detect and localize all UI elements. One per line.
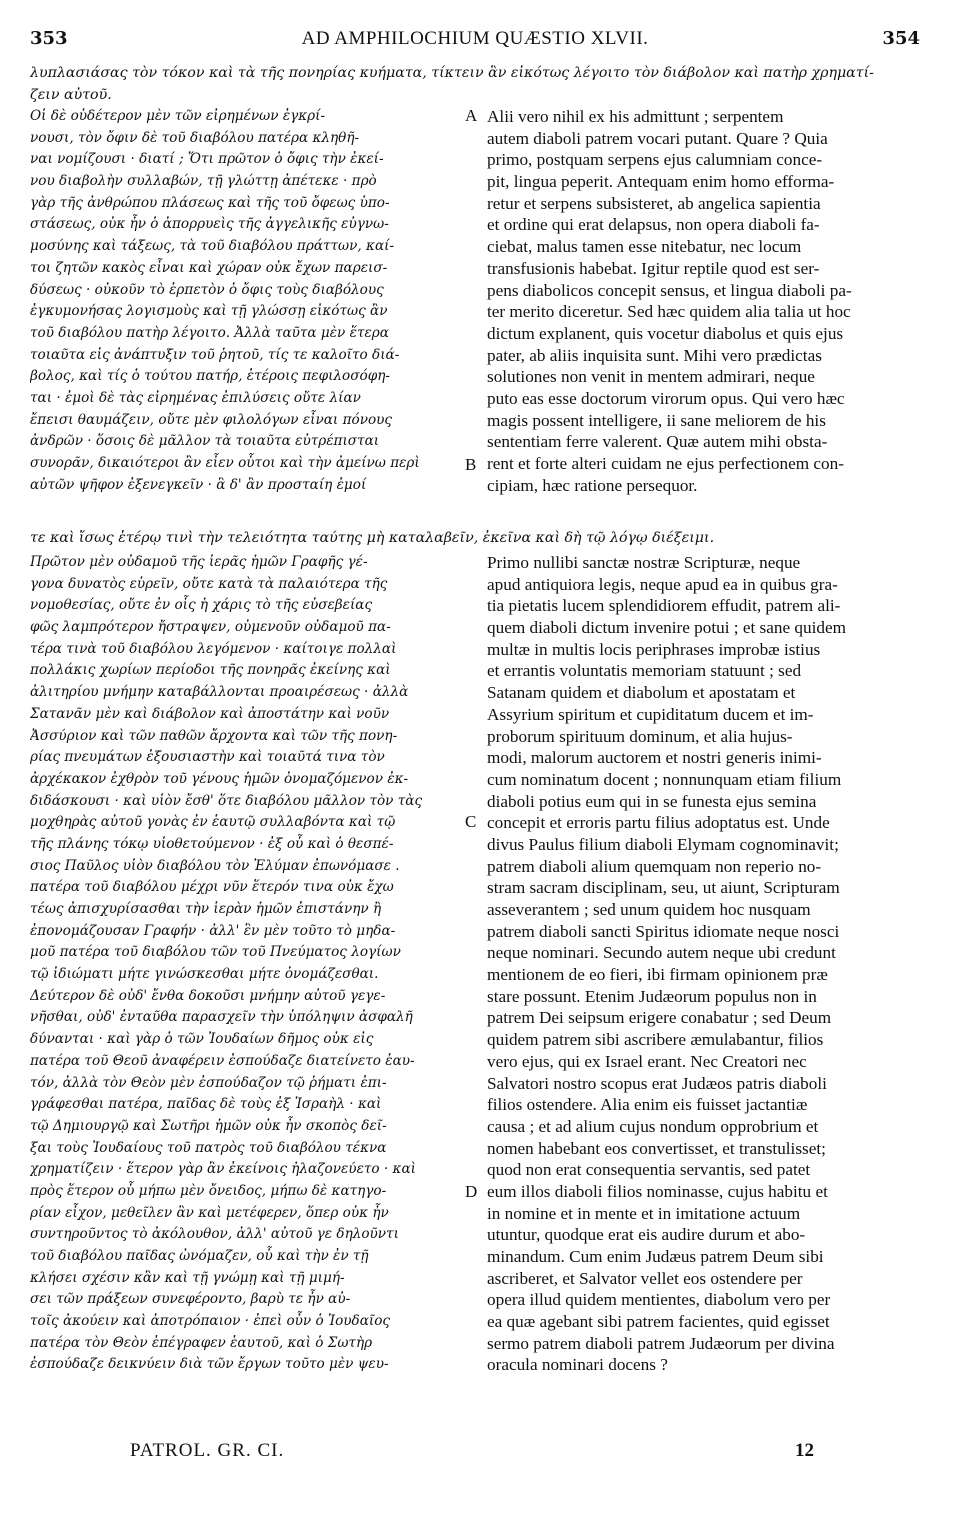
latin-text-line: opera illud quidem mentientes, diabolum vero per (487, 1290, 831, 1310)
latin-text-line: patrem diaboli alium quemquam non reperio no- (487, 856, 822, 876)
top-greek-line-2: ζειν αὐτοῦ. (30, 87, 112, 103)
greek-text-line: κλήσει σχέσιν κἂν καὶ τῇ γνώμῃ καὶ τῇ μιμή- (30, 1269, 345, 1286)
latin-text-line: causa ; et ad alium cujus nondum opprobrium et (487, 1116, 819, 1136)
latin-text-line: stram sacram disciplinam, seu, ut aiunt, Scripturam (487, 878, 840, 898)
greek-text-line: συνορᾶν, δικαιότεροι ἂν εἶεν οὗτοι καὶ τὴν ἀμείνω περὶ (30, 455, 420, 471)
greek-text-line: βολος, καὶ τίς ὁ τούτου πατήρ, ἑτέροις πεφιλοσόφη- (30, 368, 390, 385)
greek-text-line: τῷ Δημιουργῷ καὶ Σωτῆρι ἡμῶν οὐκ ἦν σκοπὸς δεῖ- (30, 1117, 387, 1134)
latin-text-line: in nomine et in mente et in imitatione actuum (487, 1203, 801, 1223)
latin-text-line: rent et forte alteri cuidam ne ejus perfectionem con- (487, 454, 844, 473)
latin-text-line: ter merito diceretur. Sed hæc quidem alia talia ut hoc (487, 302, 851, 322)
greek-text-line: νομοθεσίας, οὔτε ἐν οἷς ἡ χάρις τὸ τῆς εὐσεβείας (30, 597, 373, 614)
latin-text-line: magis possent intelligere, ii sane meliorem de his (487, 410, 826, 430)
greek-text-line: στάσεως, οὐκ ἦν ὁ ἀπορρυεὶς τῆς ἀγγελικῆς εὐγνω- (30, 216, 389, 233)
latin-text-line: ciebat, malus tamen esse nitebatur, nec locum (487, 237, 802, 257)
greek-text-line: ἀνδρῶν · ὅσοις δὲ μᾶλλον τὰ τοιαῦτα εὐτρέπισται (30, 433, 380, 450)
footer-signature-number: 12 (795, 1440, 814, 1461)
greek-text-line: τῷ ἰδιώματι μήτε γινώσκεσθαι μήτε ὀνομάζεσθαι. (30, 966, 379, 983)
latin-text-line: autem diaboli patrem vocari putant. Quare ? Quia (487, 128, 828, 148)
latin-text-line: Primo nullibi sanctæ nostræ Scripturæ, neque (487, 553, 801, 572)
latin-text-line: cum nominatum docent ; nonnunquam etiam filium (487, 769, 842, 789)
greek-text-line: τοῖς ἀκούειν καὶ ἀποτρόπαιον · ἐπεὶ οὖν ὁ Ἰουδαῖος (30, 1313, 391, 1330)
greek-text-line: Δεύτερον δὲ οὐδ' ἔνθα δοκοῦσι μνήμην αὐτοῦ γεγε- (30, 987, 386, 1004)
greek-text-line: αὐτῶν ψῆφον ἐξενεγκεῖν · ἃ δ' ἂν προσταίη ἐμοί (30, 476, 367, 493)
greek-text-line: τέρα τινὰ τοῦ διαβόλου λεγόμενον · καίτοιγε πολλαὶ (30, 640, 397, 657)
greek-text-line: ἀλιτηρίου μνήμην καταβάλλονται προαιρέσεως · ἀλλὰ (30, 684, 409, 701)
greek-text-line: πολλάκις χωρίων περίοδοι τῆς πονηρᾶς ἐκείνης καὶ (30, 662, 391, 679)
greek-text-line: Ἀσσύριον καὶ τῶν παθῶν ἄρχοντα καὶ τῶν τῆς πονη- (30, 727, 398, 744)
latin-text-line: stare possunt. Etenim Judæorum populus non in (487, 986, 817, 1006)
greek-text-line: τοῦ διαβόλου πατὴρ λέγοιτο. Ἀλλὰ ταῦτα μὲν ἕτερα (30, 324, 389, 341)
latin-text-line: filios ostendere. Alia enim eis fuisset jactantiæ (487, 1095, 808, 1115)
greek-text-line: ρίαν εἶχον, μεθεῖλεν ἂν καὶ μετέφερεν, ὅπερ οὐκ ἦν (30, 1204, 389, 1221)
latin-text-line: pit, lingua peperit. Antequam enim homo efforma- (487, 172, 835, 192)
latin-text-line: pens diabolicos concepit sensus, et lingua diaboli pa- (487, 280, 852, 300)
latin-text-line: concepit et erroris partu filius adoptatus est. Unde (487, 813, 830, 833)
latin-text-line: asseverantem ; sed unum quidem hoc nusquam (487, 900, 811, 919)
top-greek-line-1: λυπλασιάσας τὸν τόκον καὶ τὰ τῆς πονηρίας κυήματα, τίκτειν ἂν εἰκότως λέγοιτο τὸν διάβολον καὶ πατὴρ χρηματί- (30, 65, 874, 81)
greek-text-line: μοῦ πατέρα τοῦ διαβόλου τῶν τοῦ Πνεύματος λογίων (30, 944, 401, 961)
greek-text-line: δύνανται · καὶ γὰρ ὁ τῶν Ἰουδαίων δῆμος οὐκ εἰς (30, 1031, 374, 1048)
greek-text-line: συντηροῦντος τὸ ἀκόλουθον, ἀλλ' αὐτοῦ γε δηλοῦντι (30, 1226, 399, 1243)
latin-text-line: multæ in multis locis periphrases improbæ istius (487, 639, 821, 659)
greek-text-line: ξαι τοὺς Ἰουδαίους τοῦ πατρὸς τοῦ διαβόλου τέκνα (30, 1139, 387, 1156)
greek-text-line: πατέρα τοῦ Θεοῦ ἀναφέρειν ἐσπούδαζε διατείνετο ἑαυ- (30, 1052, 415, 1069)
running-title: AD AMPHILOCHIUM QUÆSTIO XLVII. (301, 28, 649, 49)
greek-text-line: ἐσπούδαζε δεικνύειν διὰ τῶν ἔργων τοῦτο μὲν ψευ- (30, 1356, 389, 1373)
latin-text-line: patrem Dei seipsum erigere conabatur ; sed Deum (487, 1008, 832, 1028)
greek-text-line: Πρῶτον μὲν οὐδαμοῦ τῆς ἱερᾶς ἡμῶν Γραφῆς γέ- (30, 554, 368, 570)
latin-text-line: puto eas esse doctorum virorum opus. Qui vero hæc (487, 388, 845, 408)
greek-text-line: φῶς λαμπρότερον ἤστραψεν, οὐμενοῦν οὐδαμοῦ πα- (30, 619, 391, 636)
greek-text-line: μοσύνης καὶ τάξεως, τὰ τοῦ διαβόλου πράττων, καί- (30, 238, 395, 255)
latin-text-line: quidem patrem sibi ascribere æmulabantur, filios (487, 1030, 824, 1050)
greek-text-line: νουσι, τὸν ὄφιν δὲ τοῦ διαβόλου πατέρα κληθῆ- (30, 129, 360, 146)
latin-text-line: solutiones non venit in mentem admirari, neque (487, 367, 815, 387)
latin-text-line: Satanam quidem et diabolum et apostatam et (487, 683, 796, 703)
greek-text-line: σιος Παῦλος υἱὸν διαβόλου τὸν Ἐλύμαν ἐπωνόμασε . (30, 857, 400, 874)
latin-text-line: nomen habebant eos convertisset, et transtulisset; (487, 1138, 826, 1158)
greek-text-line: γονα δυνατὸς εὑρεῖν, οὔτε κατὰ τὰ παλαιότερα τῆς (30, 575, 388, 592)
latin-text-line: oracula nominari docens ? (487, 1355, 668, 1375)
latin-text-line: minandum. Cum enim Judæus patrem Deum sibi (487, 1247, 824, 1266)
latin-text-line: apud antiquiora legis, neque apud ea in quibus gra- (487, 574, 838, 594)
greek-text-line: Σατανᾶν μὲν καὶ διάβολον καὶ ἀποστάτην καὶ νοῦν (30, 705, 390, 722)
greek-text-line: τοιαῦτα εἰς ἀνάπτυξιν τοῦ ῥητοῦ, τίς τε καλοῖτο διά- (30, 346, 400, 363)
greek-text-line: χρηματίζειν · ἕτερον γὰρ ἂν ἐκείνοις ἠλαζονεύετο · καὶ (30, 1161, 416, 1178)
latin-text-line: utuntur, quodque erat eis audire durum et abo- (487, 1225, 806, 1245)
greek-text-line: ται · ἐμοὶ δὲ τὰς εἰρημένας ἐπιλύσεις οὔτε λίαν (30, 389, 361, 406)
latin-text-line: primo, postquam serpens ejus calumniam conce- (487, 150, 823, 170)
greek-column-block-2 (30, 552, 460, 1376)
greek-text-line: νῆσθαι, οὐδ' ἐνταῦθα παρασχεῖν τὴν ὑπόληψιν ἀσφαλῆ (30, 1009, 413, 1026)
middle-greek-line: τε καὶ ἴσως ἑτέρῳ τινὶ τὴν τελειότητα ταύτης μὴ καταλαβεῖν, ἐκεῖνα καὶ δὴ τῷ λόγῳ διέξειμι. (30, 530, 715, 546)
latin-text-line: mentionem de eo fieri, ibi firmam opinionem præ (487, 965, 828, 985)
latin-text-line: eum illos diaboli filios nominasse, cujus habitu et (487, 1181, 828, 1201)
latin-text-line: diaboli potius eum qui in se funesta ejus semina (487, 791, 817, 811)
latin-text-line: divus Paulus filium diaboli Elymam cognominavit; (487, 834, 839, 854)
greek-text-line: τέως ἀπισχυρίσασθαι τὴν ἱερὰν ἡμῶν ἐπιστάνην ἢ (30, 901, 382, 917)
margin-marker-b: B (465, 455, 477, 474)
latin-column-block-1 (487, 106, 922, 496)
latin-text-line: Salvatori nostro scopus erat Judæos patris diaboli (487, 1073, 827, 1093)
greek-text-line: διδάσκουσι · καὶ υἱὸν ἔσθ' ὅτε διαβόλου μᾶλλον τὸν τὰς (30, 792, 423, 809)
latin-text-line: modi, malorum auctorem et nostri generis inimi- (487, 748, 822, 768)
greek-text-line: γράφεσθαι πατέρα, παῖδας δὲ τοὺς ἐξ Ἰσραὴλ · καὶ (30, 1096, 382, 1113)
latin-text-line: quem diaboli dictum invenire potui ; et sane quidem (487, 618, 846, 638)
greek-text-line: ρίας πνευμάτων ἐξουσιαστὴν καὶ τοιαῦτά τινα τὸν (30, 749, 385, 766)
latin-text-line: neque nominari. Secundo autem neque ubi credunt (487, 943, 836, 963)
greek-text-line: τοι ζητῶν κακὸς εἶναι καὶ χώραν οὐκ ἔχων παρεισ- (30, 259, 388, 276)
left-page-number: 353 (30, 28, 68, 49)
margin-marker-a: A (465, 106, 478, 125)
right-page-number: 354 (882, 28, 920, 49)
margin-marker-d: D (465, 1182, 478, 1201)
latin-text-line: Assyrium spiritum et cupiditatum ducem et im- (487, 704, 814, 724)
latin-text-line: ascriberet, et Salvator vellet eos ostendere per (487, 1268, 803, 1288)
footer-volume-label: PATROL. GR. CI. (130, 1440, 285, 1461)
greek-text-line: πατέρα τοῦ διαβόλου μέχρι νῦν ἕτερόν τινα οὐκ ἔχω (30, 879, 394, 896)
greek-text-line: σει τῶν πράξεων συνεφέροντο, βαρὺ τε ἦν αὐ- (30, 1291, 351, 1308)
latin-text-line: transfusionis habebat. Igitur reptile quod est ser- (487, 258, 820, 278)
latin-text-line: Alii vero nihil ex his admittunt ; serpentem (487, 107, 784, 126)
latin-text-line: pater, ab aliis inquisita sunt. Mihi vero prædictas (487, 345, 822, 365)
greek-text-line: ἐπονομάζουσαν Γραφήν · ἀλλ' ἓν μὲν τοῦτο τὸ μηδα- (30, 922, 396, 939)
latin-column-block-2 (487, 552, 922, 1376)
latin-text-line: dictum explanent, quis vocetur diabolus et quis ejus (487, 323, 844, 343)
greek-text-line: νου διαβολὴν συλλαβών, τῇ γλώττῃ ἀπέτεκε · πρὸ (30, 173, 377, 190)
greek-text-line: ἐγκυμονήσας λογισμοὺς καὶ τῇ γλώσσῃ εἰκότως ἂν (30, 303, 388, 320)
latin-text-line: et errantis voluntatis memoriam statuunt ; sed (487, 661, 802, 681)
latin-text-line: vero ejus, qui ex Israel erant. Nec Creatori nec (487, 1051, 807, 1071)
latin-text-line: tia pietatis lucem splendidiorem effudit, patrem ali- (487, 596, 841, 616)
latin-text-line: sententiam ferre valerent. Quæ autem mihi obsta- (487, 432, 828, 452)
greek-text-line: γὰρ τῆς ἀνθρώπου πλάσεως καὶ τῆς τοῦ ὄφεως ὑπο- (30, 194, 390, 211)
latin-text-line: quod non erat consequentia servantis, sed patet (487, 1160, 811, 1180)
greek-column-block-1 (30, 106, 460, 496)
greek-text-line: τόν, ἀλλὰ τὸν Θεὸν μὲν ἐσπούδαζον τῷ ῥήματι ἐπι- (30, 1074, 387, 1091)
latin-text-line: et ordine qui erat delapsus, non opera diaboli fa- (487, 215, 820, 235)
greek-text-line: Οἱ δὲ οὐδέτερον μὲν τῶν εἰρημένων ἐγκρί- (30, 108, 326, 124)
greek-text-line: τοῦ διαβόλου παῖδας ὠνόμαζεν, οὗ καὶ τὴν ἐν τῇ (30, 1248, 369, 1264)
latin-text-line: sermo patrem diaboli patrem Judæorum per divina (487, 1333, 835, 1353)
greek-text-line: ἔπεισι θαυμάζειν, οὔτε μὲν φιλολόγων εἶναι πόνους (30, 411, 393, 428)
latin-text-line: proborum spirituum dominum, et alia hujus- (487, 726, 793, 746)
greek-text-line: τῆς πλάνης τόκῳ υἱοθετούμενον · ἐξ οὗ καὶ ὁ θεσπέ- (30, 835, 394, 852)
greek-text-line: ἀρχέκακον ἐχθρὸν τοῦ γένους ἡμῶν ὀνομαζόμενον ἐκ- (30, 770, 409, 787)
greek-text-line: πατέρα τὸν Θεὸν ἐπέγραφεν ἑαυτοῦ, καὶ ὁ Σωτὴρ (30, 1334, 373, 1351)
page-header (30, 28, 920, 58)
greek-text-line: ναι νομίζουσι · διατί ; Ὅτι πρῶτον ὁ ὄφις τὴν ἐκεί- (30, 151, 384, 168)
greek-text-line: μοχθηρὰς αὐτοῦ γονὰς ἐν ἑαυτῷ συλλαβόντα καὶ τῷ (30, 814, 396, 831)
latin-text-line: cipiam, hæc ratione persequor. (487, 475, 698, 495)
greek-text-line: πρὸς ἕτερον οὗ μήπω μὲν ὄνειδος, μήπω δὲ κατηγο- (30, 1182, 387, 1199)
latin-text-line: patrem diaboli sancti Spiritus idiomate neque nosci (487, 921, 840, 941)
greek-text-line: δύσεως · οὐκοῦν τὸ ἑρπετὸν ὁ ὄφις τοὺς διαβόλους (30, 281, 384, 298)
margin-marker-c: C (465, 812, 477, 831)
latin-text-line: retur et serpens subsisteret, ab angelica sapientia (487, 193, 821, 213)
latin-text-line: ea quæ agebant sibi patrem facientes, quid egisset (487, 1312, 830, 1332)
